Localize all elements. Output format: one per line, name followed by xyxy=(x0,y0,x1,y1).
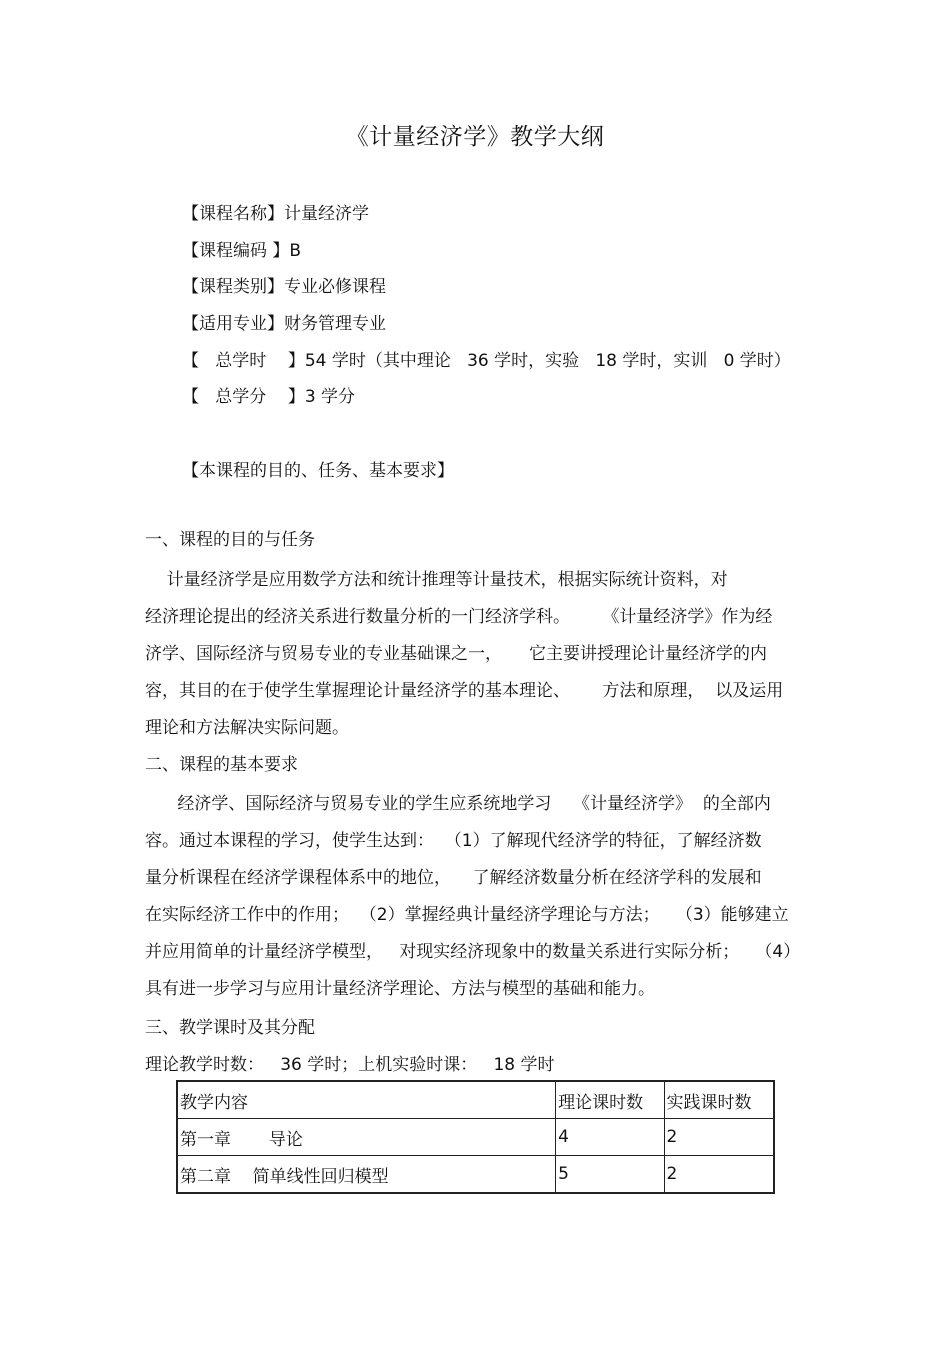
hours-table xyxy=(176,1080,775,1194)
table-header-cell: 教学内容 xyxy=(177,1081,556,1119)
table-cell: 5 xyxy=(556,1156,664,1194)
hours-summary: 理论教学时数： 36 学时；上机实验时课： 18 学时 xyxy=(145,1055,555,1075)
table-cell: 第二章 简单线性回归模型 xyxy=(177,1156,556,1194)
document-title: 《计量经济学》教学大纲 xyxy=(345,124,605,150)
section-1-line: 经济理论提出的经济关系进行数量分析的一门经济学科。 《计量经济学》作为经 xyxy=(145,607,773,627)
section-2-line: 量分析课程在经济学课程体系中的地位， 了解经济数量分析在经济学科的发展和 xyxy=(145,868,762,888)
section-1-line: 理论和方法解决实际问题。 xyxy=(145,718,349,738)
section-1-line: 计量经济学是应用数学方法和统计推理等计量技术，根据实际统计资料，对 xyxy=(145,570,728,590)
section-1-line: 容，其目的在于使学生掌握理论计量经济学的基本理论、 方法和原理， 以及运用 xyxy=(145,681,784,701)
section-2-line: 在实际经济工作中的作用； （2）掌握经典计量经济学理论与方法； （3）能够建立 xyxy=(145,905,789,925)
table-cell: 2 xyxy=(664,1156,774,1194)
section-2-line: 容。通过本课程的学习，使学生达到： （1）了解现代经济学的特征，了解经济数 xyxy=(145,831,762,851)
course-name: 【课程名称】计量经济学 xyxy=(182,204,369,224)
section-1-heading: 一、课程的目的与任务 xyxy=(145,530,315,550)
section-2-line: 经济学、国际经济与贸易专业的学生应系统地学习 《计量经济学》 的全部内 xyxy=(145,794,771,814)
applicable-major: 【适用专业】财务管理专业 xyxy=(182,314,386,334)
table-row xyxy=(177,1119,774,1156)
section-2-heading: 二、课程的基本要求 xyxy=(145,755,298,775)
section-2-line: 并应用简单的计量经济学模型， 对现实经济现象中的数量关系进行实际分析； （4） xyxy=(145,942,801,962)
section-1-line: 济学、国际经济与贸易专业的专业基础课之一， 它主要讲授理论计量经济学的内 xyxy=(145,644,768,664)
table-header-row xyxy=(177,1081,774,1119)
total-credits: 【 总学分 】3 学分 xyxy=(182,387,356,407)
course-category: 【课程类别】专业必修课程 xyxy=(182,277,386,297)
course-code: 【课程编码 】B xyxy=(182,241,302,261)
table-cell: 第一章 导论 xyxy=(177,1119,556,1156)
table-header-cell: 实践课时数 xyxy=(664,1081,774,1119)
table-row xyxy=(177,1156,774,1194)
table-cell: 4 xyxy=(556,1119,664,1156)
total-hours: 【 总学时 】54 学时（其中理论 36 学时，实验 18 学时，实训 0 学时） xyxy=(182,351,791,371)
section-2-line: 具有进一步学习与应用计量经济学理论、方法与模型的基础和能力。 xyxy=(145,979,655,999)
objectives-heading: 【本课程的目的、任务、基本要求】 xyxy=(182,461,454,481)
section-3-heading: 三、教学课时及其分配 xyxy=(145,1018,315,1038)
table-header-cell: 理论课时数 xyxy=(556,1081,664,1119)
table-cell: 2 xyxy=(664,1119,774,1156)
